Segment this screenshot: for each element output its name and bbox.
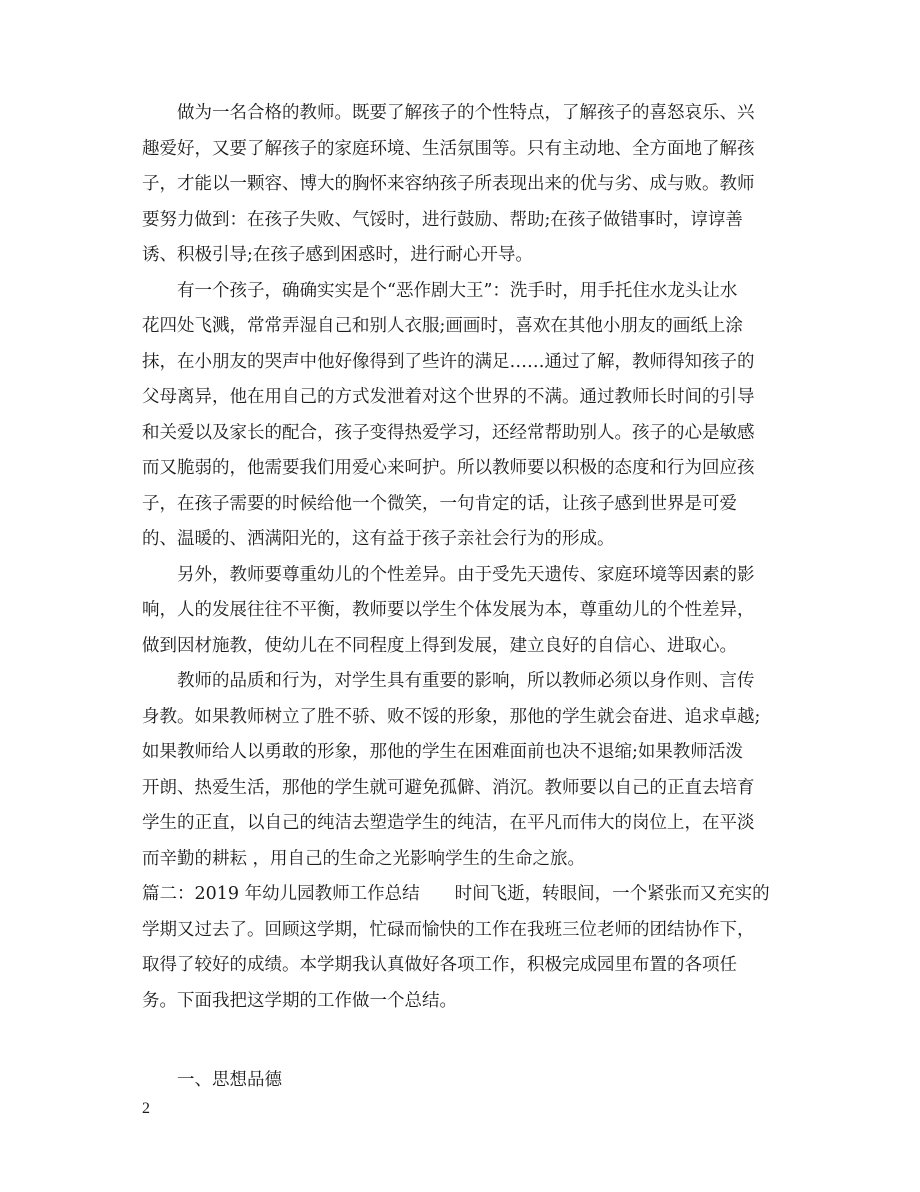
text-line: 抹，在小朋友的哭声中他好像得到了些许的满足……通过了解，教师得知孩子的	[142, 351, 755, 372]
text-line: 而又脆弱的，他需要我们用爱心来呵护。所以教师要以积极的态度和行为回应孩	[142, 458, 755, 478]
text-line: 身教。如果教师树立了胜不骄、败不馁的形象，那他的学生就会奋进、追求卓越;	[142, 706, 761, 727]
text-line: 有一个孩子，确确实实是个“恶作剧大王”：洗手时，用手托住水龙头让水	[177, 280, 738, 301]
text-line: 而辛勤的耕耘 ，用自己的生命之光影响学生的生命之旅。	[142, 848, 586, 869]
text-line: 开朗、热爱生活，那他的学生就可避免孤僻、消沉。教师要以自己的正直去培育	[142, 777, 755, 798]
text-line: 要努力做到：在孩子失败、气馁时，进行鼓励、帮助;在孩子做错事时，谆谆善	[142, 209, 743, 230]
section-heading-line: 篇二：2019 年幼儿园教师工作总结 时间飞逝，转眼间，一个紧张而又充实的	[142, 884, 770, 904]
subheading-line: 一、思想品德	[177, 1070, 282, 1090]
text-line: 的、温暖的、洒满阳光的，这有益于孩子亲社会行为的形成。	[142, 529, 615, 549]
text-line: 做到因材施教，使幼儿在不同程度上得到发展，建立良好的自信心、进取心。	[142, 635, 737, 656]
text-line: 另外，教师要尊重幼儿的个性差异。由于受先天遗传、家庭环境等因素的影	[177, 564, 755, 585]
text-line: 务。下面我把这学期的工作做一个总结。	[142, 990, 457, 1011]
text-line: 响，人的发展往往不平衡，教师要以学生个体发展为本，尊重幼儿的个性差异，	[142, 600, 755, 620]
text-line: 花四处飞溅，常常弄湿自己和别人衣服;画画时，喜欢在其他小朋友的画纸上涂	[142, 316, 743, 336]
text-line: 趣爱好，又要了解孩子的家庭环境、生活氛围等。只有主动地、全方面地了解孩	[142, 138, 755, 159]
text-line: 学生的正直，以自己的纯洁去塑造学生的纯洁，在平凡而伟大的岗位上，在平淡	[142, 813, 755, 833]
text-line: 做为一名合格的教师。既要了解孩子的个性特点，了解孩子的喜怒哀乐、兴	[177, 103, 755, 123]
text-line: 如果教师给人以勇敢的形象，那他的学生在困难面前也决不退缩;如果教师活泼	[142, 742, 743, 762]
text-line: 诱、积极引导;在孩子感到困惑时，进行耐心开导。	[142, 245, 533, 265]
text-line: 子，才能以一颗容、博大的胸怀来容纳孩子所表现出来的优与劣、成与败。教师	[142, 174, 755, 194]
text-line: 取得了较好的成绩。本学期我认真做好各项工作，积极完成园里布置的各项任	[142, 955, 737, 975]
text-line: 教师的品质和行为，对学生具有重要的影响，所以教师必须以身作则、言传	[177, 671, 755, 691]
page-number: 2	[142, 1100, 150, 1117]
text-line: 子，在孩子需要的时候给他一个微笑，一句肯定的话，让孩子感到世界是可爱	[142, 493, 737, 514]
document-body	[142, 96, 792, 1099]
spacer	[142, 1019, 792, 1063]
text-line: 和关爱以及家长的配合，孩子变得热爱学习，还经常帮助别人。孩子的心是敏感	[142, 422, 755, 443]
text-line: 父母离异，他在用自己的方式发泄着对这个世界的不满。通过教师长时间的引导	[142, 387, 755, 407]
text-line: 学期又过去了。回顾这学期，忙碌而愉快的工作在我班三位老师的团结协作下，	[142, 919, 755, 940]
